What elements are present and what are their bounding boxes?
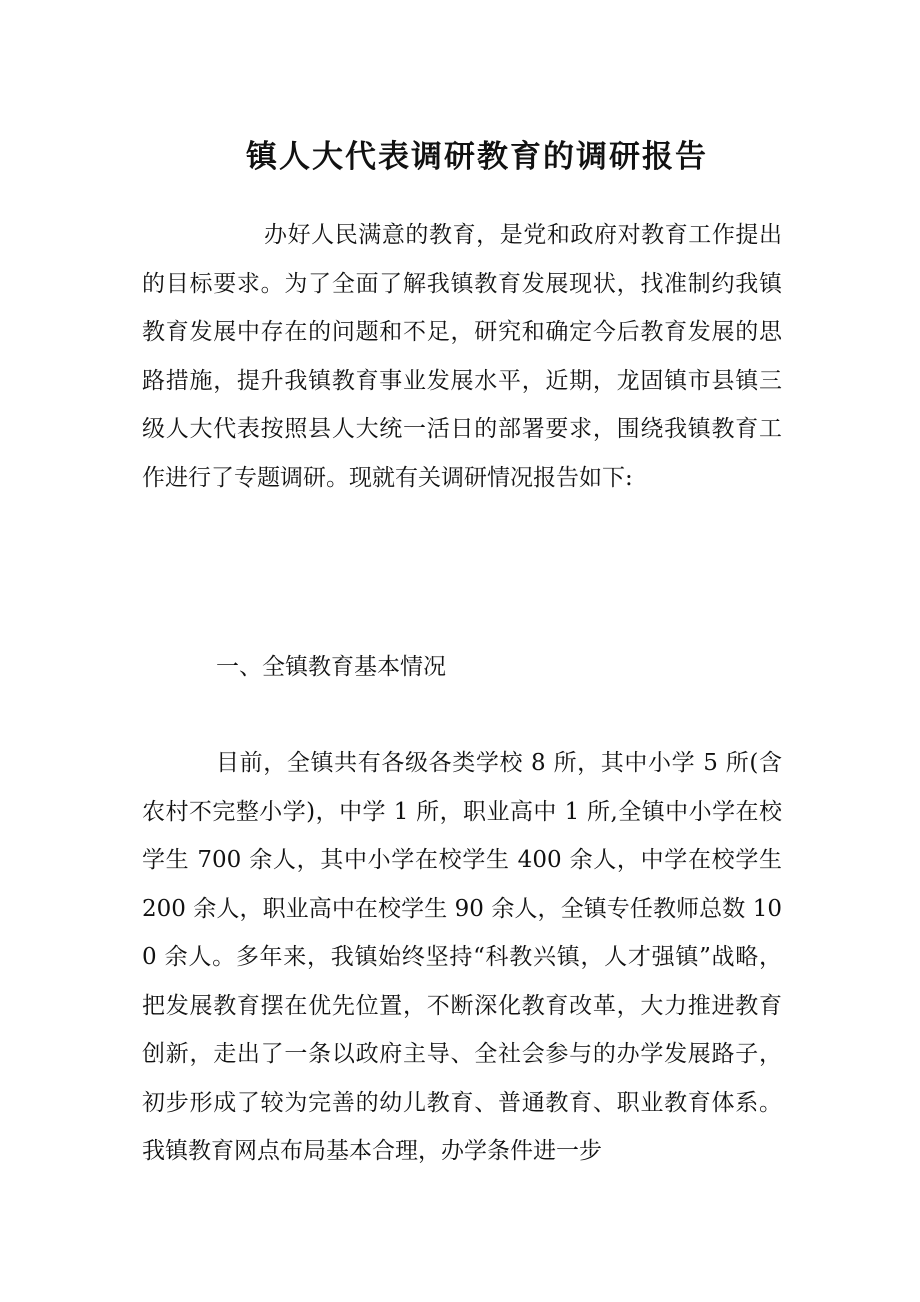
- section-1-heading: 一、全镇教育基本情况: [216, 654, 446, 680]
- document-title: 镇人大代表调研教育的调研报告: [246, 138, 708, 175]
- intro-paragraph: 办好人民满意的教育，是党和政府对教育工作提出的目标要求。为了全面了解我镇教育发展现状，找准制约我镇教育发展中存在的问题和不足，研究和确定今后教育发展的思路措施，提升我镇教育事业发展水平，近期，龙固镇市县镇三级人大代表按照县人大统一活日的部署要求，围绕我镇教育工作进行了专题调研。现就有关调研情况报告如下:: [142, 222, 782, 491]
- section-1-paragraph: 目前，全镇共有各级各类学校 8 所，其中小学 5 所(含农村不完整小学)，中学 1 所，职业高中 1 所,全镇中小学在校学生 700 余人，其中小学在校学生 400 余人，中学在校学生 200 余人，职业高中在校学生 90 余人，全镇专任教师总数 100 余人。多年来，我镇始终坚持“科教兴镇，人才强镇”战略，把发展教育摆在优先位置，不断深化教育改革，大力推进教育创新，走出了一条以政府主导、全社会参与的办学发展路子，初步形成了较为完善的幼儿教育、普通教育、职业教育体系。我镇教育网点布局基本合理，办学条件进一步: [142, 750, 782, 1164]
